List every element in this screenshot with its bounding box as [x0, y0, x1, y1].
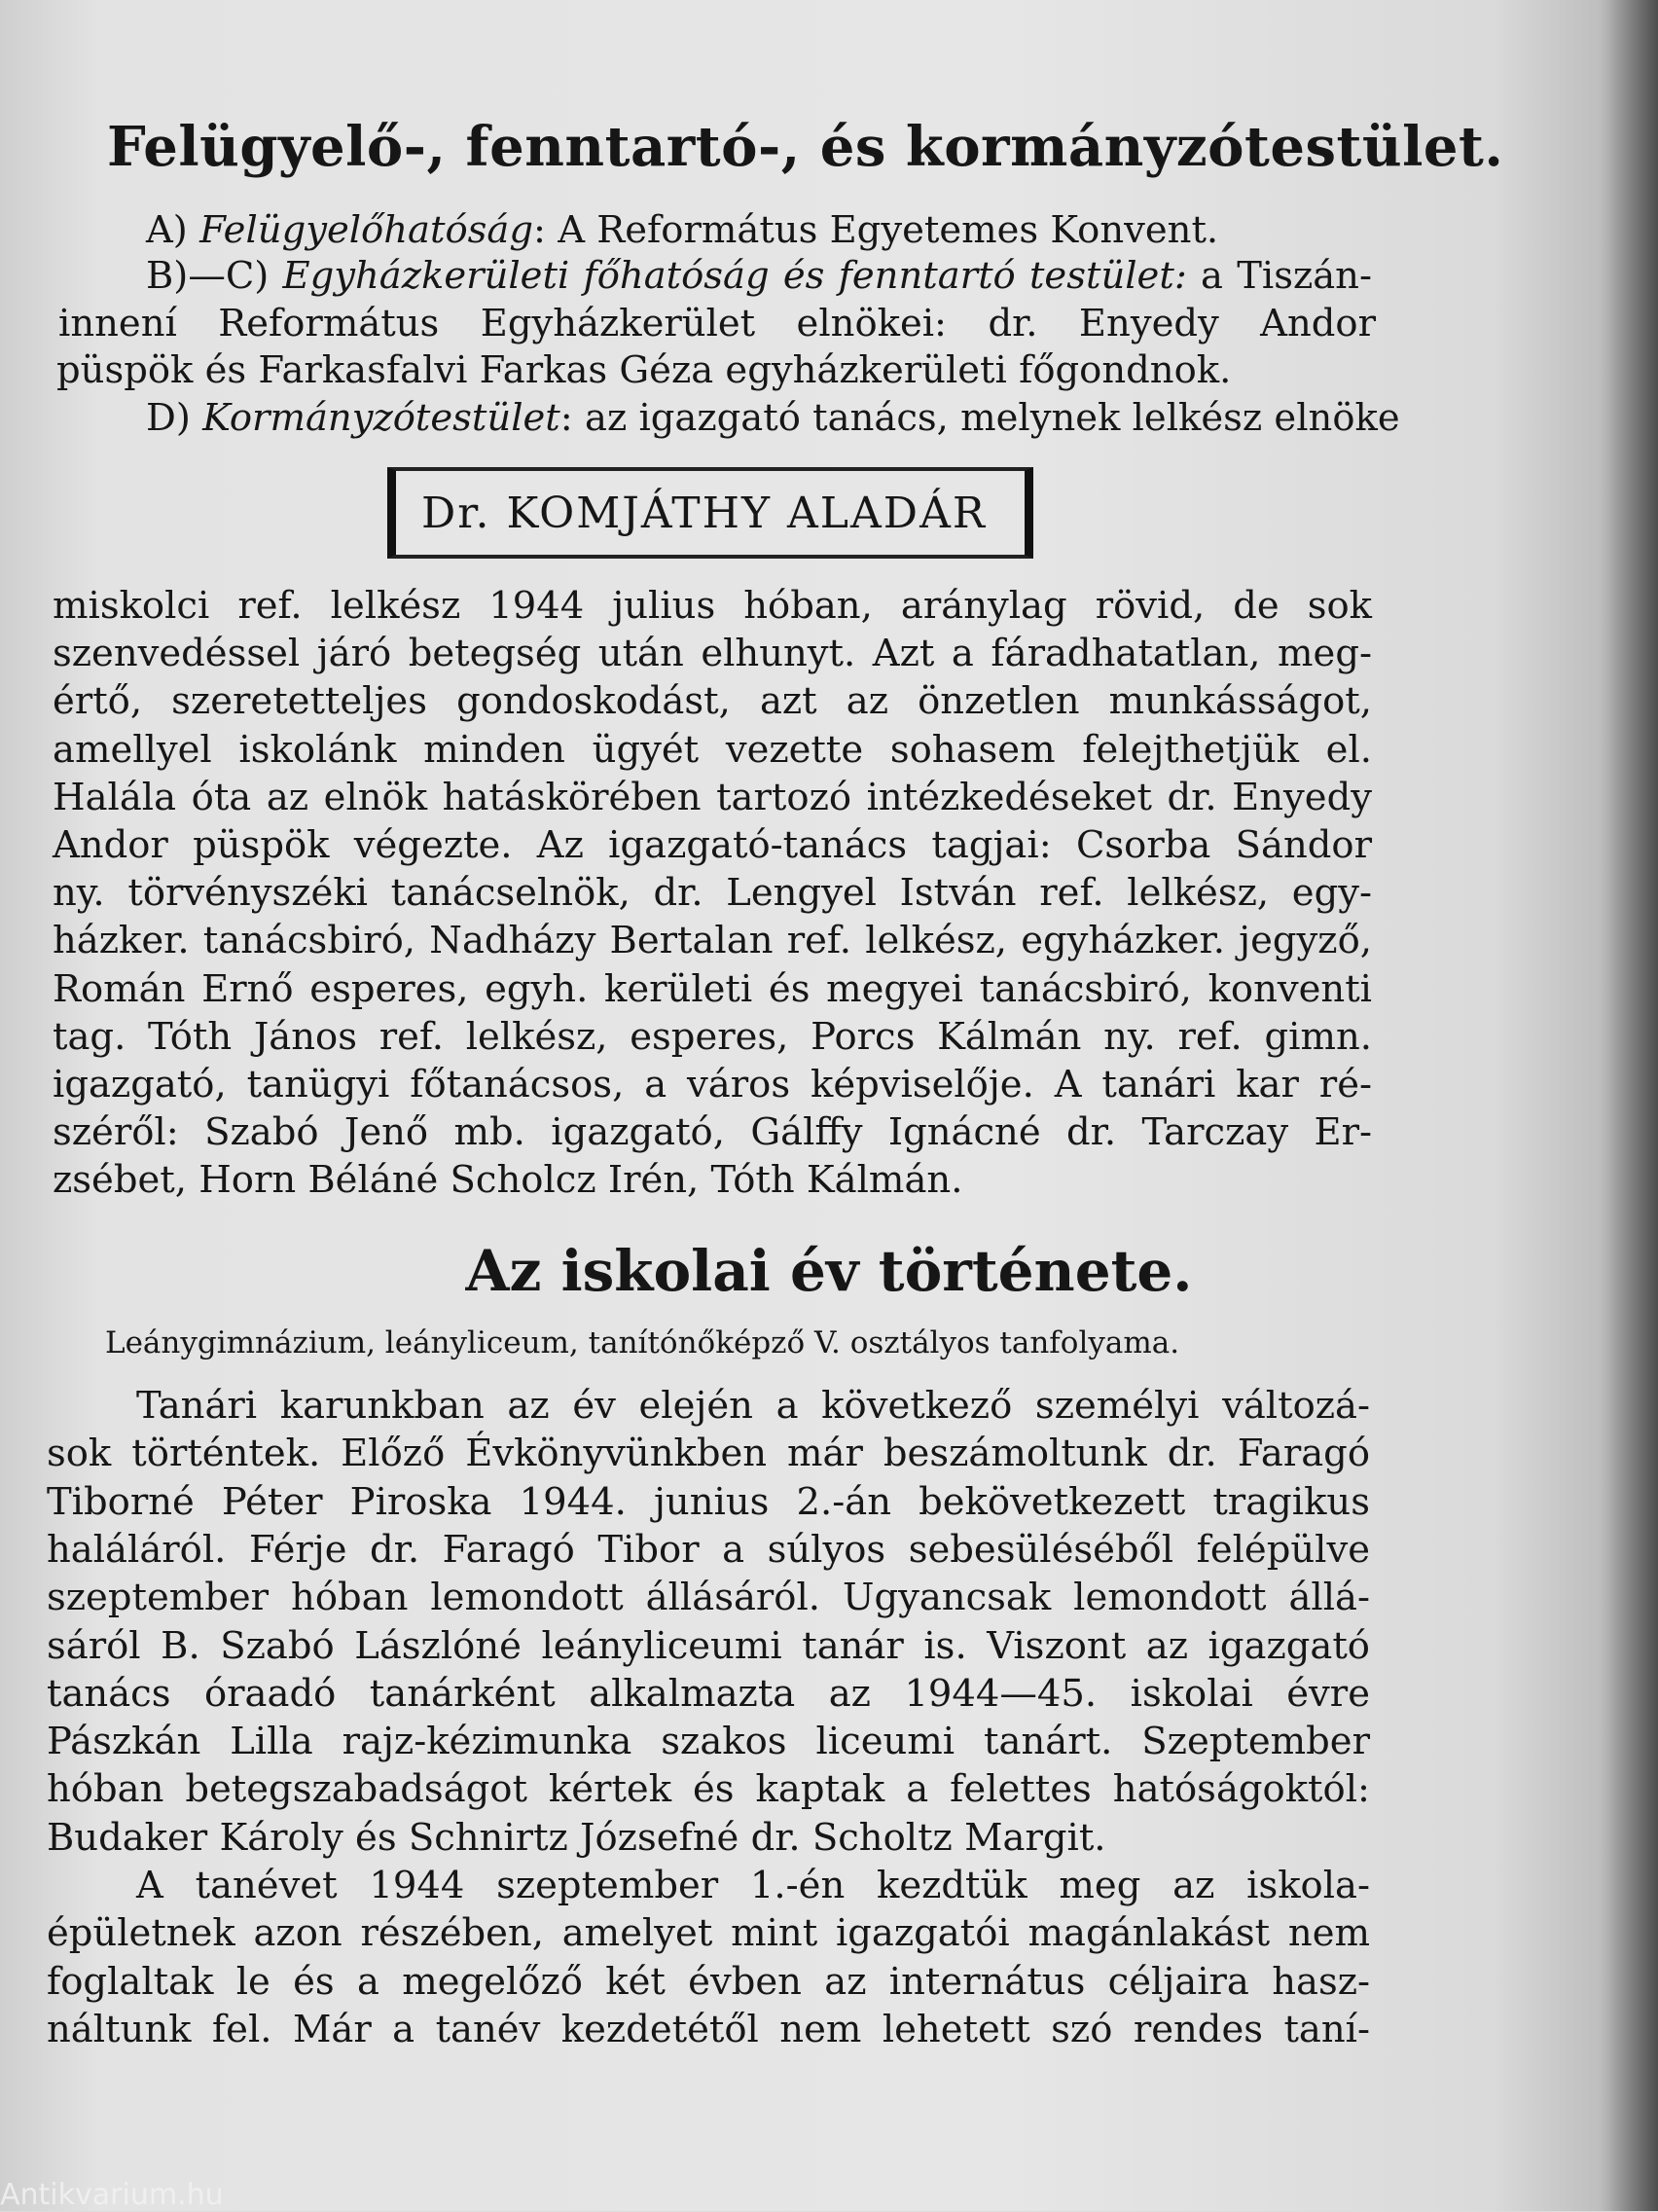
paragraph-line: sok történtek. Előző Évkönyvünkben már beszámoltunk dr. Faragó	[47, 1432, 1370, 1476]
paragraph-line: igazgató, tanügyi főtanácsos, a város képviselője. A tanári kar ré-	[53, 1063, 1372, 1106]
paragraph-line: náltunk fel. Már a tanév kezdetétől nem lehetett szó rendes taní-	[47, 2007, 1370, 2051]
intro-line	[146, 396, 1400, 440]
paragraph-line: széről: Szabó Jenő mb. igazgató, Gálffy Ignácné dr. Tarczay Er-	[53, 1110, 1372, 1155]
page-edge-shadow	[1600, 0, 1658, 2211]
intro-prefix: A)	[146, 208, 200, 252]
paragraph-line: értő, szeretetteljes gondoskodást, azt az önzetlen munkásságot,	[53, 679, 1372, 724]
paragraph-line: amellyel iskolánk minden ügyét vezette sohasem felejthetjük el.	[53, 727, 1372, 772]
paragraph-line: Román Ernő esperes, egyh. kerületi és megyei tanácsbiró, konventi	[53, 966, 1372, 1011]
paragraph-line: házker. tanácsbiró, Nadházy Bertalan ref. lelkész, egyházker. jegyző,	[53, 919, 1372, 963]
paragraph-line: Andor püspök végezte. Az igazgató-tanács tagjai: Csorba Sándor	[53, 823, 1372, 867]
intro-text: püspök és Farkasfalvi Farkas Géza egyházkerületi főgondnok.	[56, 348, 1232, 392]
paragraph-line: A tanévet 1944 szeptember 1.-én kezdtük meg az iskola-	[136, 1864, 1370, 1907]
intro-text: innení Református Egyházkerület elnökei: dr. Enyedy Andor	[58, 302, 1376, 345]
paragraph-line: hóban betegszabadságot kértek és kaptak a felettes hatóságoktól:	[47, 1767, 1370, 1812]
intro-line	[56, 348, 1286, 392]
paragraph-line: Tiborné Péter Piroska 1944. junius 2.-án bekövetkezett tragikus	[47, 1479, 1370, 1524]
section-heading-school-year: Az iskolai év története.	[465, 1238, 1193, 1304]
paragraph-line: szenvedéssel járó betegség után elhunyt. Azt a fáradhatatlan, meg-	[53, 632, 1372, 676]
paragraph-line: sáról B. Szabó Lászlóné leányliceumi tanár is. Viszont az igazgató	[47, 1623, 1370, 1668]
intro-italic-term: Egyházkerületi főhatóság és fenntartó testület:	[282, 254, 1187, 298]
memorial-name: Dr. KOMJÁTHY ALADÁR	[421, 489, 987, 538]
watermark: Antikvarium.hu	[0, 2178, 224, 2212]
paragraph-line: Halála óta az elnök hatáskörében tartozó intézkedéseket dr. Enyedy	[53, 775, 1372, 819]
paragraph-line: foglaltak le és a megelőző két évben az internátus céljaira hasz-	[47, 1959, 1370, 2004]
paragraph-line: Tanári karunkban az év elején a következő személyi változá-	[136, 1384, 1370, 1428]
paragraph-line: miskolci ref. lelkész 1944 julius hóban, aránylag rövid, de sok	[53, 584, 1372, 628]
intro-text: : az igazgató tanács, melynek lelkész elnöke	[559, 396, 1400, 440]
intro-italic-term: Kormányzótestület	[202, 396, 560, 440]
paragraph-line: szeptember hóban lemondott állásáról. Ugyancsak lemondott állá-	[47, 1576, 1370, 1620]
intro-line	[58, 302, 1376, 345]
intro-line	[146, 254, 1372, 298]
paragraph-line: Pászkán Lilla rajz-kézimunka szakos liceumi tanárt. Szeptember	[47, 1720, 1370, 1764]
intro-prefix: B)—C)	[146, 254, 283, 298]
paragraph-line: zsébet, Horn Béláné Scholcz Irén, Tóth Kálmán.	[53, 1158, 963, 1203]
paragraph-line: haláláról. Férje dr. Faragó Tibor a súlyos sebesüléséből felépülve	[47, 1527, 1370, 1572]
intro-prefix: D)	[146, 396, 203, 440]
paragraph-line: épületnek azon részében, amelyet mint igazgatói magánlakást nem	[47, 1911, 1370, 1956]
section-subheading: Leánygimnázium, leányliceum, tanítónőképző V. osztályos tanfolyama.	[105, 1325, 1180, 1360]
intro-text: : A Református Egyetemes Konvent.	[533, 208, 1219, 252]
paragraph-line: ny. törvényszéki tanácselnök, dr. Lengyel István ref. lelkész, egy-	[53, 871, 1372, 916]
memorial-name-box	[387, 467, 1033, 559]
intro-line	[146, 208, 1265, 252]
section-heading-supervisory: Felügyelő-, fenntartó-, és kormányzótestület.	[107, 115, 1504, 179]
paragraph-line: Budaker Károly és Schnirtz Józsefné dr. Scholtz Margit.	[47, 1815, 1106, 1860]
paragraph-line: tag. Tóth János ref. lelkész, esperes, Porcs Kálmán ny. ref. gimn.	[53, 1014, 1372, 1059]
intro-italic-term: Felügyelőhatóság	[199, 208, 533, 252]
paragraph-line: tanács óraadó tanárként alkalmazta az 1944—45. iskolai évre	[47, 1671, 1370, 1716]
intro-text: a Tiszán-	[1186, 254, 1372, 298]
